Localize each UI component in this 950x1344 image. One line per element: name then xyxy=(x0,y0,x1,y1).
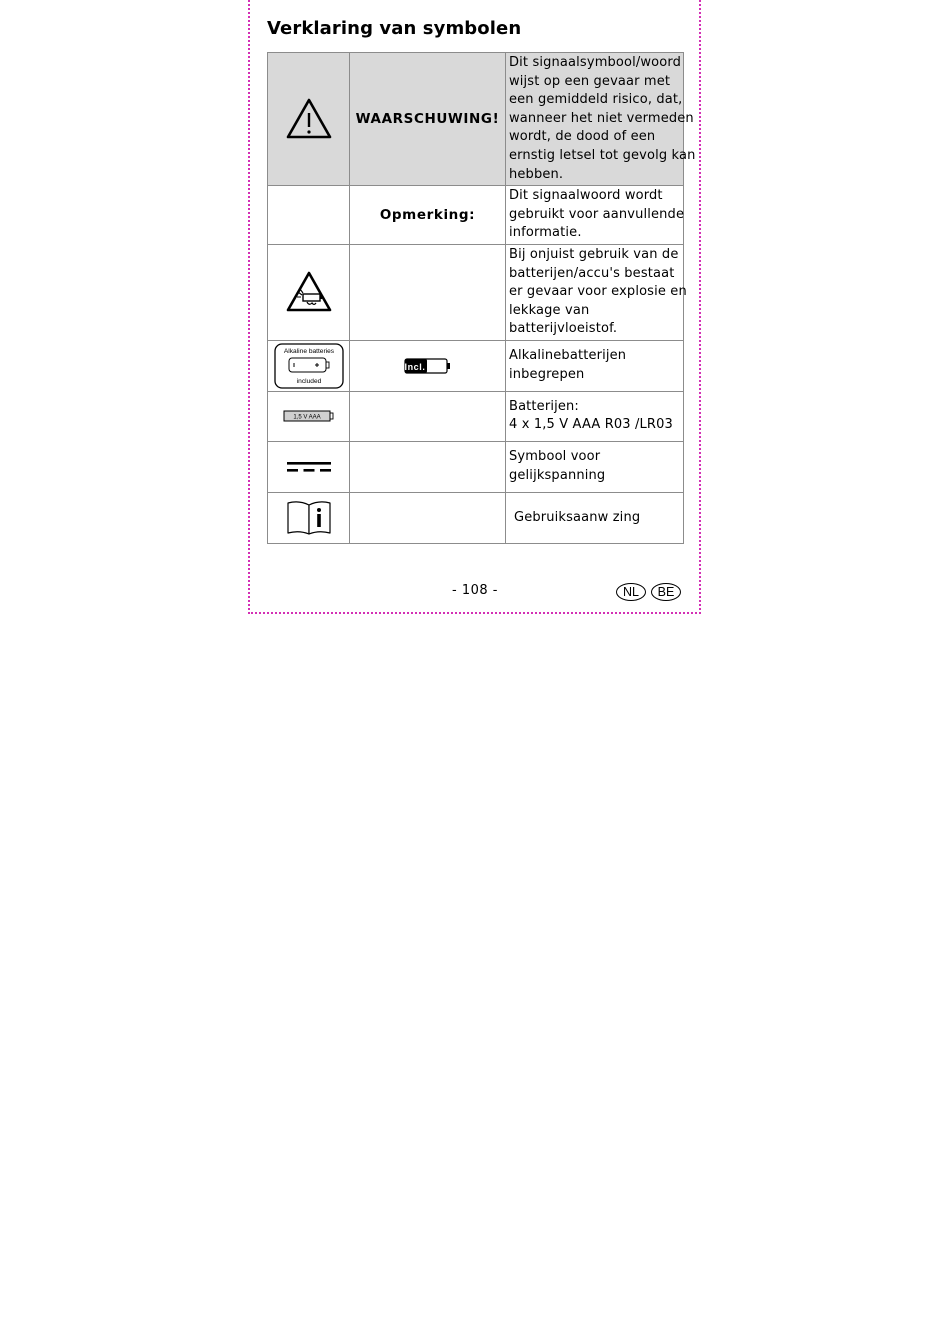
signal-word-warning: WAARSCHUWING! xyxy=(355,111,500,128)
language-badge-nl: NL xyxy=(616,583,646,601)
included-label: included xyxy=(296,377,321,385)
signal-word-cell xyxy=(350,391,506,441)
direct-current-icon xyxy=(285,460,333,474)
description-cell xyxy=(506,186,684,245)
table-row-battery-type xyxy=(268,391,684,441)
description-line: 4 x 1,5 V AAA R03 /LR03 xyxy=(509,417,673,433)
table-row-manual xyxy=(268,492,684,543)
symbol-cell xyxy=(268,340,350,391)
description-cell xyxy=(506,53,696,186)
battery-explosion-warning-icon xyxy=(285,270,333,314)
description-line: inbegrepen xyxy=(509,366,585,382)
signal-word-cell xyxy=(350,244,506,340)
instruction-manual-icon xyxy=(285,499,333,537)
table-row-battery-warning xyxy=(268,244,684,340)
battery-incl-icon xyxy=(404,357,452,375)
alkaline-label: Alkaline batteries xyxy=(283,347,334,355)
description-line: er gevaar voor explosie en xyxy=(509,284,687,300)
incl-label: Incl. xyxy=(403,361,426,372)
description-line: Dit signaalsymbool/woord xyxy=(509,55,682,70)
description-line: informatie. xyxy=(509,225,582,241)
description-line: wanneer het niet vermeden xyxy=(509,110,694,126)
symbols-table xyxy=(267,52,696,544)
description-cell xyxy=(506,244,687,340)
symbol-cell xyxy=(268,391,350,441)
signal-word-note: Opmerking: xyxy=(379,207,476,224)
description-line: Dit signaalwoord wordt xyxy=(509,188,663,204)
description-cell xyxy=(506,492,684,543)
description-cell xyxy=(506,340,684,391)
warning-triangle-icon xyxy=(285,97,333,141)
description-line: Gebruiksaanw zing xyxy=(514,509,641,525)
signal-word-cell xyxy=(350,441,506,492)
symbol-cell xyxy=(268,492,350,543)
signal-word-cell xyxy=(350,340,506,391)
table-row-warning xyxy=(268,53,684,186)
aaa-label: 1,5 V AAA xyxy=(292,414,321,421)
page-number: - 108 - xyxy=(452,583,498,598)
description-line: Alkalinebatterijen xyxy=(509,348,627,364)
description-line: Bij onjuist gebruik van de xyxy=(509,246,679,262)
description-line: wijst op een gevaar met xyxy=(509,73,671,89)
description-line: gebruikt voor aanvullende xyxy=(509,206,685,222)
section-heading: Verklaring van symbolen xyxy=(267,18,522,39)
symbol-cell xyxy=(268,244,350,340)
symbol-cell xyxy=(268,441,350,492)
alkaline-batteries-included-icon xyxy=(274,343,344,389)
description-line: ernstig letsel tot gevolg kan xyxy=(509,147,696,163)
table-row-batteries-included xyxy=(268,340,684,391)
description-line: hebben. xyxy=(509,166,564,182)
language-badge-be: BE xyxy=(651,583,681,601)
table-row-note xyxy=(268,186,684,245)
signal-word-cell xyxy=(350,492,506,543)
symbol-cell xyxy=(268,53,350,186)
description-cell xyxy=(506,391,684,441)
description-line: wordt, de dood of een xyxy=(509,129,656,145)
description-cell xyxy=(506,441,684,492)
description-line: Symbool voor xyxy=(509,449,601,465)
symbol-cell xyxy=(268,186,350,245)
aaa-battery-icon xyxy=(283,409,335,423)
description-line: Batterijen: xyxy=(509,398,579,414)
language-badges xyxy=(616,583,681,601)
description-line: batterijen/accu's bestaat xyxy=(509,265,675,281)
description-line: een gemiddeld risico, dat, xyxy=(509,92,683,108)
description-line: lekkage van xyxy=(509,302,590,318)
description-line: batterijvloeistof. xyxy=(509,321,618,337)
signal-word-cell xyxy=(350,53,506,186)
table-row-direct-current xyxy=(268,441,684,492)
signal-word-cell xyxy=(350,186,506,245)
description-line: gelijkspanning xyxy=(509,467,606,483)
